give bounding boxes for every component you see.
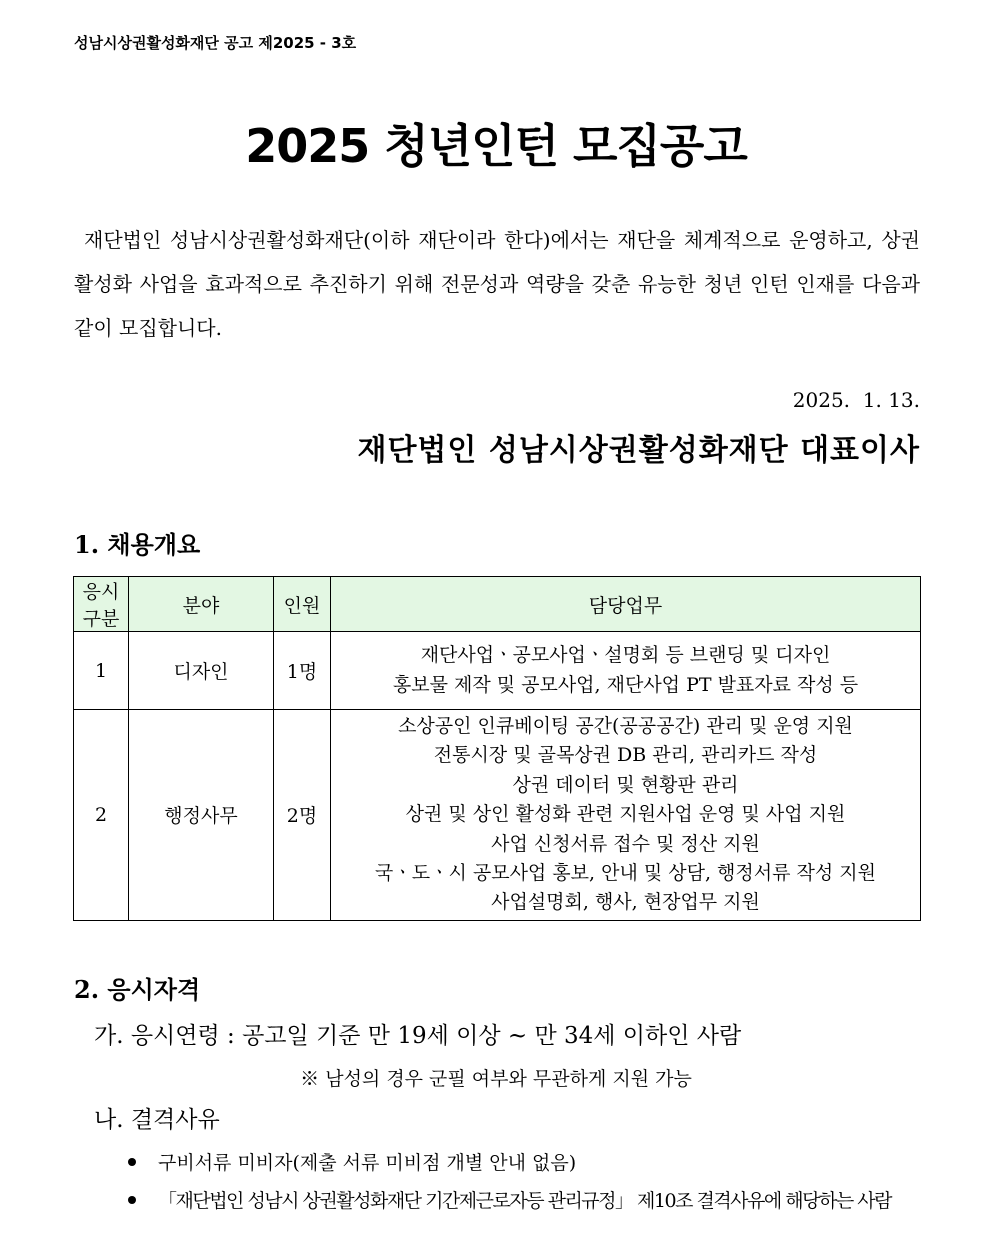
- header-duties: 담당업무: [331, 577, 921, 632]
- intro-text: 재단법인 성남시상권활성화재단(이하 재단이라 한다)에서는 재단을 체계적으로 운영하고, 상권 활성화 사업을 효과적으로 추진하기 위해 전문성과 역량을 갖춘 유능한 청년 인턴 인재를 다음과 같이 모집합니다.: [74, 228, 920, 340]
- intro-paragraph: [74, 218, 920, 350]
- table-row: [74, 710, 921, 921]
- organization-signature: 재단법인 성남시상권활성화재단 대표이사: [357, 433, 920, 468]
- announcement-number: 성남시상권활성화재단 공고 제2025 - 3호: [74, 34, 357, 52]
- list-item: [128, 1186, 891, 1213]
- header-count: 인원: [274, 577, 331, 632]
- qualification-note: ※ 남성의 경우 군필 여부와 무관하게 지원 가능: [300, 1068, 692, 1090]
- section-heading-overview: 1. 채용개요: [74, 530, 201, 559]
- announcement-date: 2025. 1. 13.: [792, 388, 920, 412]
- list-item-text: 구비서류 미비자(제출 서류 미비점 개별 안내 없음): [158, 1152, 577, 1174]
- page-title: 2025 청년인턴 모집공고: [245, 119, 747, 173]
- cell-count: 1명: [274, 632, 331, 710]
- list-item: [128, 1148, 576, 1175]
- bullet-icon: [128, 1158, 136, 1166]
- recruitment-table: [73, 576, 921, 921]
- header-field: 분야: [129, 577, 274, 632]
- cell-type: 1: [74, 632, 129, 710]
- cell-field: 디자인: [129, 632, 274, 710]
- cell-count: 2명: [274, 710, 331, 921]
- qualification-disqualification: 나. 결격사유: [94, 1107, 220, 1133]
- qualification-age: 가. 응시연령 : 공고일 기준 만 19세 이상 ~ 만 34세 이하인 사람: [94, 1023, 742, 1049]
- cell-duties: 재단사업ㆍ공모사업ㆍ설명회 등 브랜딩 및 디자인 홍보물 제작 및 공모사업, 재단사업 PT 발표자료 작성 등: [331, 632, 921, 710]
- header-type: 응시 구분: [74, 577, 129, 632]
- table-header-row: [74, 577, 921, 632]
- cell-duties: 소상공인 인큐베이팅 공간(공공공간) 관리 및 운영 지원 전통시장 및 골목상권 DB 관리, 관리카드 작성 상권 데이터 및 현황판 관리 상권 및 상인 활성화 관련 지원사업 운영 및 사업 지원 사업 신청서류 접수 및 정산 지원 국ㆍ도ㆍ시 공모사업 홍보, 안내 및 상담, 행정서류 작성 지원 사업설명회, 행사, 현장업무 지원: [331, 710, 921, 921]
- table-row: [74, 632, 921, 710]
- section-heading-qualifications: 2. 응시자격: [74, 975, 201, 1004]
- bullet-icon: [128, 1196, 136, 1204]
- cell-field: 행정사무: [129, 710, 274, 921]
- list-item-text: 「재단법인 성남시 상권활성화재단 기간제근로자등 관리규정」 제10조 결격사유에 해당하는 사람: [158, 1190, 891, 1212]
- cell-type: 2: [74, 710, 129, 921]
